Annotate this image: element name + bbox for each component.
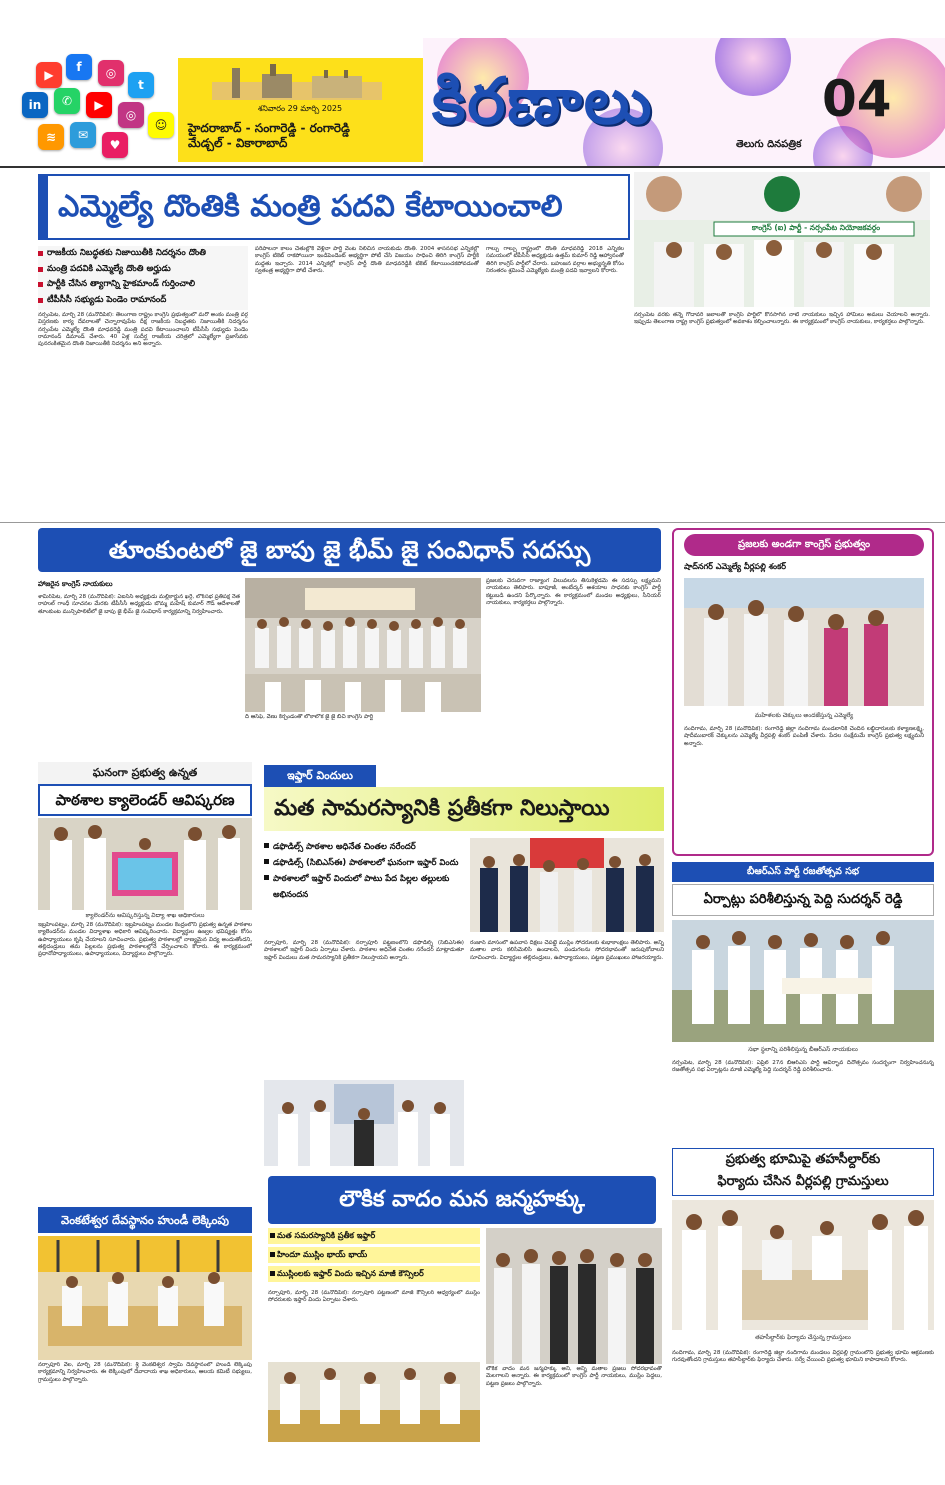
veerlapalli-photo	[672, 1200, 934, 1330]
lead-photo-banner: కాంగ్రెస్ (ఐ) పార్టీ - నర్సంపేట నియోజకవర్గం	[751, 223, 881, 232]
instagram-icon-2: ◎	[118, 102, 144, 128]
congress-support-text: నందిగామ, మార్చి 28 (మనోదీపిక): రంగారెడ్డి జిల్లా నందిగామ మండలానికి చెందిన లబ్ధిదారులకు కళ్యాణలక్ష్మి, షాదీముబారక్ చెక్కులను ఎమ్మెల్యే వీర్లపల్లి శంకర్ పంపిణీ చేశారు. పేదల సంక్షేమమే కాంగ్రెస్ ప్రభుత్వ లక్ష్యమని అన్నారు.	[684, 726, 924, 747]
loukika-headline: లౌకిక వాదం మన జన్మహక్కు	[268, 1176, 656, 1224]
issue-date: శనివారం 29 మార్చి 2025	[257, 104, 343, 113]
loukika-photo-1-illustration	[486, 1228, 662, 1364]
edition-cities	[188, 121, 418, 151]
iftar-bullet: డఫొడిల్స్ (సిబిఎస్ఈ) పాఠశాలలో ఘనంగా ఇఫ్తార్ విందు	[264, 854, 464, 870]
whatsapp-icon: ✆	[54, 88, 80, 114]
iftar-text-2: రంజాన్ మాసంలో ఉపవాస దీక్షలు చేపట్టే ముస్లిం సోదరులకు శుభాకాంక్షలు తెలిపారు. అన్ని మతాల వారు కలిసిమెలిసి ఉండాలని, పండుగలను సోదరభావంతో జరుపుకోవాలని సూచించారు. విద్యార్థుల తల్లిదండ్రులు, ఉపాధ్యాయులు, పట్టణ ప్రముఖులు హాజరయ్యారు.	[470, 940, 664, 961]
loukika-text-2: లౌకిక వాదం మన జన్మహక్కు అని, అన్ని మతాల ప్రజలు సోదరభావంతో మెలగాలని అన్నారు. ఈ కార్యక్రమంలో కాంగ్రెస్ పార్టీ నాయకులు, ముస్లిం పెద్దలు, పట్టణ ప్రజలు పాల్గొన్నారు.	[486, 1366, 662, 1387]
school-photo	[38, 818, 252, 910]
loukika-text-1: నర్సాపూర్, మార్చి 28 (మనోదీపిక): నర్సాపూర్ పట్టణంలో మాజీ కౌన్సిలర్ ఆధ్వర్యంలో ముస్లిం సోదరులకు ఇఫ్తార్ విందు ఏర్పాటు చేశారు.	[268, 1290, 480, 1304]
brs-text: నర్సంపేట, మార్చి 28 (మనోదీపిక): ఏప్రిల్ 27న బీఆర్ఎస్ పార్టీ ఆవిర్భావ దినోత్సవం సందర్భంగా నిర్వహించనున్న రజతోత్సవ సభ ఏర్పాట్లను మాజీ ఎమ్మెల్యే పెద్ది సుదర్శన్ రెడ్డి పరిశీలించారు.	[672, 1060, 934, 1074]
loukika-bullet: మత సమరస్యానికి ప్రతీక ఇఫ్తార్	[268, 1228, 480, 1244]
thukkuguda-tag: హాజరైన కాంగ్రెస్ నాయకులు	[38, 580, 113, 588]
venkateswara-photo	[38, 1236, 252, 1360]
heart-icon: ♥	[102, 132, 128, 158]
twitter-icon: t	[128, 72, 154, 98]
school-caption: క్యాలెండర్‌ను ఆవిష్కరిస్తున్న విద్యా శాఖ అధికారులు	[85, 912, 205, 919]
brs-headline: ఏర్పాట్లు పరిశీలిస్తున్న పెద్ది సుదర్శన్ రెడ్డి	[672, 884, 934, 916]
chat-icon: ✉	[70, 122, 96, 148]
lead-photo-illustration	[634, 172, 930, 307]
loukika-bullet: ముస్లింలకు ఇఫ్తార్ విందు ఇచ్చిన మాజీ కౌన్సిలర్	[268, 1266, 480, 1282]
lead-headline: ఎమ్మెల్యే దొంతికి మంత్రి పదవి కేటాయించాలి	[58, 189, 563, 224]
congress-support-bullet: షాద్‌నగర్ ఎమ్మెల్యే వీర్లపల్లి శంకర్	[684, 562, 787, 571]
cities-line-1: హైదరాబాద్ - సంగారెడ్డి - రంగారెడ్డి	[188, 121, 350, 135]
venkateswara-photo-illustration	[38, 1236, 252, 1360]
youtube-icon: ▶	[36, 62, 62, 88]
school-text: ఇబ్రహీంపట్నం, మార్చి 28 (మనోదీపిక): ఇబ్రహీంపట్నం మండల కేంద్రంలోని ప్రభుత్వ ఉన్నత పాఠశాల క్యాలెండర్‌ను మండల విద్యాశాఖ అధికారి ఆవిష్కరించారు. విద్యార్థుల ఉజ్వల భవిష్యత్తు కోసం ఉపాధ్యాయులు కృషి చేయాలని సూచించారు. ప్రభుత్వ పాఠశాలల్లో నాణ్యమైన విద్య అందుతోందని, తల్లిదండ్రులు తమ పిల్లలను ప్రభుత్వ పాఠశాలల్లోనే చేర్పించాలని కోరారు. ఈ కార్యక్రమంలో ప్రధానోపాధ్యాయులు, ఉపాధ్యాయులు, విద్యార్థులు పాల్గొన్నారు.	[38, 922, 252, 958]
congress-support-caption: మహిళలకు చెక్కులు అందజేస్తున్న ఎమ్మెల్యే	[754, 712, 854, 719]
social-media-icon-cluster	[18, 52, 178, 164]
brs-photo-illustration	[672, 920, 934, 1042]
venkateswara-text: నర్సాపూర్‌ వేల, మార్చి 28 (మనోదీపిక): శ్రీ వెంకటేశ్వర స్వామి దేవస్థానంలో హుండీ లెక్కింపు కార్యక్రమాన్ని నిర్వహించారు. ఈ లెక్కింపులో దేవాదాయ శాఖ అధికారులు, ఆలయ కమిటీ సభ్యులు, గ్రామస్తులు పాల్గొన్నారు.	[38, 1362, 252, 1383]
iftar-bullet: పాఠశాలలో ఇఫ్తార్ విందులో పాటు పేద పిల్లల తల్లులకు అభినందన	[264, 870, 464, 902]
thukkuguda-column-3: ప్రజలకు చేరువగా రాజ్యాంగ విలువలను తీసుకెళ్లడమే ఈ సదస్సు లక్ష్యమని నాయకులు తెలిపారు. బాపూజీ, అంబేద్కర్ ఆశయాల సాధనకు కాంగ్రెస్ పార్టీ కట్టుబడి ఉందని పేర్కొన్నారు. ఈ కార్యక్రమంలో మండల అధ్యక్షులు, సీనియర్ నాయకులు, కార్యకర్తలు పాల్గొన్నారు.	[486, 578, 661, 606]
venkateswara-headline: వెంకటేశ్వర దేవస్థానం హుండీ లెక్కింపు	[38, 1207, 252, 1233]
iftar-photo-2	[264, 1080, 464, 1166]
section-divider	[0, 522, 945, 523]
tagline: తెలుగు దినపత్రిక	[736, 139, 802, 150]
lead-headline-box	[38, 174, 630, 240]
thukkuguda-headline: తూంకుంటలో జై బాపు జై భీమ్ జై సంవిధాన్ సదస్సు	[108, 536, 591, 564]
veerlapalli-photo-illustration	[672, 1200, 934, 1330]
thukkuguda-headline-box	[38, 528, 661, 572]
cities-line-2: మేడ్చల్ - వికారాబాద్	[188, 136, 288, 150]
loukika-bullet: హిందూ ముస్లిం భాయ్ భాయ్	[268, 1247, 480, 1263]
lead-bullet: మంత్రి పదవికి ఎమ్మెల్యే దొంతి అర్హుడు	[38, 262, 248, 278]
page-number: 04	[822, 70, 892, 128]
thukkuguda-photo-illustration	[245, 578, 481, 712]
iftar-headline: మత సామరస్యానికి ప్రతీకగా నిలుస్తాయి	[264, 787, 664, 831]
thukkuguda-photo-caption: దీ ఆసిఫ్, వేణు కిర్చండంతో లోకాలోక జై జై బీచీ కాంగ్రెస్ పార్టీ	[245, 714, 374, 720]
iftar-bullets	[264, 838, 464, 926]
rss-icon: ≋	[38, 124, 64, 150]
linkedin-icon: in	[22, 92, 48, 118]
thukkuguda-photo	[245, 578, 481, 712]
loukika-photo-2	[268, 1362, 480, 1442]
masthead	[0, 0, 945, 168]
instagram-icon: ◎	[98, 60, 124, 86]
veerlapalli-headline-box	[672, 1148, 934, 1196]
iftar-bullet: డఫొడిల్స్ పాఠశాల అధినేత చింతల నరేందర్	[264, 838, 464, 854]
veerlapalli-text: నందిగామ, మార్చి 28 (మనోదీపిక): రంగారెడ్డి జిల్లా నందిగామ మండలం వీర్లపల్లి గ్రామంలోని ప్రభుత్వ భూమి ఆక్రమణకు గురవుతోందని గ్రామస్తులు తహసీల్దార్‌కు ఫిర్యాదు చేశారు. సర్వే చేయించి ప్రభుత్వ భూమిని కాపాడాలని కోరారు.	[672, 1350, 934, 1364]
iftar-label: ఇఫ్తార్ విందులు	[264, 765, 376, 787]
header-divider	[0, 166, 945, 168]
thukkuguda-column-1: శామీర్‌పేట, మార్చి 28 (మనోదీపిక): ఏఐసీసీ అధ్యక్షుడు మల్లికార్జున ఖర్గే, లోక్‌సభ ప్రతిపక్ష నేత రాహుల్ గాంధీ సూచనల మేరకు టీపీసీసీ అధ్యక్షుడు బొమ్మ మహేష్ కుమార్ గౌడ్ ఆదేశాలతో తూంకుంట మున్సిపాలిటీలో జై బాపు జై భీమ్ జై సంవిధాన్ కార్యక్రమాన్ని నిర్వహించారు.	[38, 594, 240, 615]
facebook-icon: f	[66, 54, 92, 80]
lead-column-1: నర్సంపేట, మార్చి 28 (మనోదీపిక): తెలంగాణ రాష్ట్రం కాంగ్రెస్ ప్రభుత్వంలో మరో అంకం మంత్రి వర్గ విస్తరణకు కార్య దేవరాలతో చెన్నారావుపేట దీక్ష రాజకీయ నిబద్ధతకు నిజాయితీకి నిదర్శనం నర్సంపేట ఎమ్మెల్యే దొంతి మాధవరెడ్డి మంత్రి పదవి కేటాయించాలని టీపీసీసీ సభ్యుడు పెండెం రామానంద్ డిమాండ్ చేశారు. 40 ఏళ్ల సుదీర్ఘ రాజకీయ చరిత్రలో ఎమ్మెల్యేగా ప్రజాసేవకు పునరంకితమైన దొంతి నిజాయితీకి నిదర్శనం అని అన్నారు.	[38, 312, 248, 348]
lead-photo	[634, 172, 930, 307]
lead-bullet: పార్టీకి చేసిన త్యాగాన్ని హైకమాండ్ గుర్తించాలి	[38, 277, 248, 293]
congress-support-title: ప్రజలకు అండగా కాంగ్రెస్ ప్రభుత్వం	[684, 534, 924, 556]
iftar-text-1: నర్సాపూర్, మార్చి 28 (మనోదీపిక): నర్సాపూర్ పట్టణంలోని డఫొడిల్స్ (సిబిఎస్ఈ) పాఠశాలలో ఇఫ్తార్ విందు ఏర్పాటు చేశారు. పాఠశాల అధినేత చింతల నరేందర్ మాట్లాడుతూ ఇఫ్తార్ విందులు మత సామరస్యానికి ప్రతీకగా నిలుస్తాయని అన్నారు.	[264, 940, 464, 961]
school-kicker: ఘనంగా ప్రభుత్వ ఉన్నత	[38, 762, 252, 784]
veerlapalli-headline-1: ప్రభుత్వ భూమిపై తహసీల్దార్‌కు	[725, 1152, 881, 1167]
veerlapalli-caption: తహసీల్దార్‌కు ఫిర్యాదు చేస్తున్న గ్రామస్తులు	[755, 1334, 851, 1341]
lead-bullet: రాజకీయ నిబద్ధతకు నిజాయితీకి నిదర్శనం దొంతి	[38, 246, 248, 262]
loukika-bullets	[268, 1228, 480, 1286]
brs-caption: సభా స్థలాన్ని పరిశీలిస్తున్న బీఆర్ఎస్ నాయకులు	[748, 1046, 858, 1053]
lead-column-4: నర్సంపేట వరకు తన్నె గోదావరి జలాలతో కాంగ్రెస్ పార్టీలో కొనసాగిన నాటి నాయకులు ఇచ్చిన హామీలు అమలు చేయాలని అన్నారు. ఇప్పుడు తెలంగాణ రాష్ట్ర కాంగ్రెస్ ప్రభుత్వంలో అవకాశం కల్పించాలన్నారు. ఈ కార్యక్రమంలో కాంగ్రెస్ నాయకులు, కార్యకర్తలు పాల్గొన్నారు.	[634, 312, 930, 326]
brs-label: బీఆర్ఎస్ పార్టీ రజతోత్సవ సభ	[672, 862, 934, 882]
congress-support-photo	[684, 578, 924, 706]
iftar-photo-1-illustration	[470, 838, 664, 932]
lead-bullet: టీపీసీసీ సభ్యుడు పెండెం రామానంద్	[38, 293, 248, 309]
iftar-photo-2-illustration	[264, 1080, 464, 1166]
lead-bullets	[38, 246, 248, 310]
school-headline: పాఠశాల క్యాలెండర్ ఆవిష్కరణ	[38, 784, 252, 816]
youtube-icon-2: ▶	[86, 92, 112, 118]
lead-column-3: గాల్చు గాల్చు రాష్ట్రంలో దొంతి మాధవరెడ్డి 2018 ఎన్నికల సమయంలో టీపీసీసీ అధ్యక్షుడు ఉత్తమ్ కుమార్ రెడ్డి ఆహ్వానంతో తిరిగి కాంగ్రెస్ పార్టీలో చేరారు. బహుజన వర్గాల అభ్యున్నతి కోసం నిరంతరం శ్రమించే ఎమ్మెల్యేకు మంత్రి పదవి ఇవ్వాలని కోరారు.	[486, 246, 624, 274]
newspaper-logo: కిరణాలు	[432, 65, 654, 139]
hyderabad-skyline-illustration	[212, 60, 382, 100]
lead-column-2: పరిపాలనా కాలం చేతుల్లోకి వెళ్లినా పార్టీ వెంట నిలిచిన నాయకుడు దొంతి. 2004 శాసనసభ ఎన్నికల్లో కాంగ్రెస్ టికెట్ రాకపోయినా ఇండిపెండెంట్ అభ్యర్థిగా పోటీ చేసి విజయం సాధించి తిరిగి కాంగ్రెస్ పార్టీకి మద్దతు ఇచ్చారు. 2014 ఎన్నికల్లో కాంగ్రెస్ పార్టీ దొంతి మాధవరెడ్డికి టికెట్ కేటాయించకపోవడంతో స్వతంత్ర అభ్యర్థిగా పోటీ చేశారు.	[255, 246, 479, 274]
date-strip	[182, 104, 418, 118]
iftar-photo-1	[470, 838, 664, 932]
loukika-photo-1	[486, 1228, 662, 1364]
school-photo-illustration	[38, 818, 252, 910]
snapchat-icon: ☺	[148, 112, 174, 138]
congress-support-photo-illustration	[684, 578, 924, 706]
brs-photo	[672, 920, 934, 1042]
loukika-photo-2-illustration	[268, 1362, 480, 1442]
veerlapalli-headline-2: ఫిర్యాదు చేసిన వీర్లపల్లి గ్రామస్తులు	[717, 1174, 889, 1189]
